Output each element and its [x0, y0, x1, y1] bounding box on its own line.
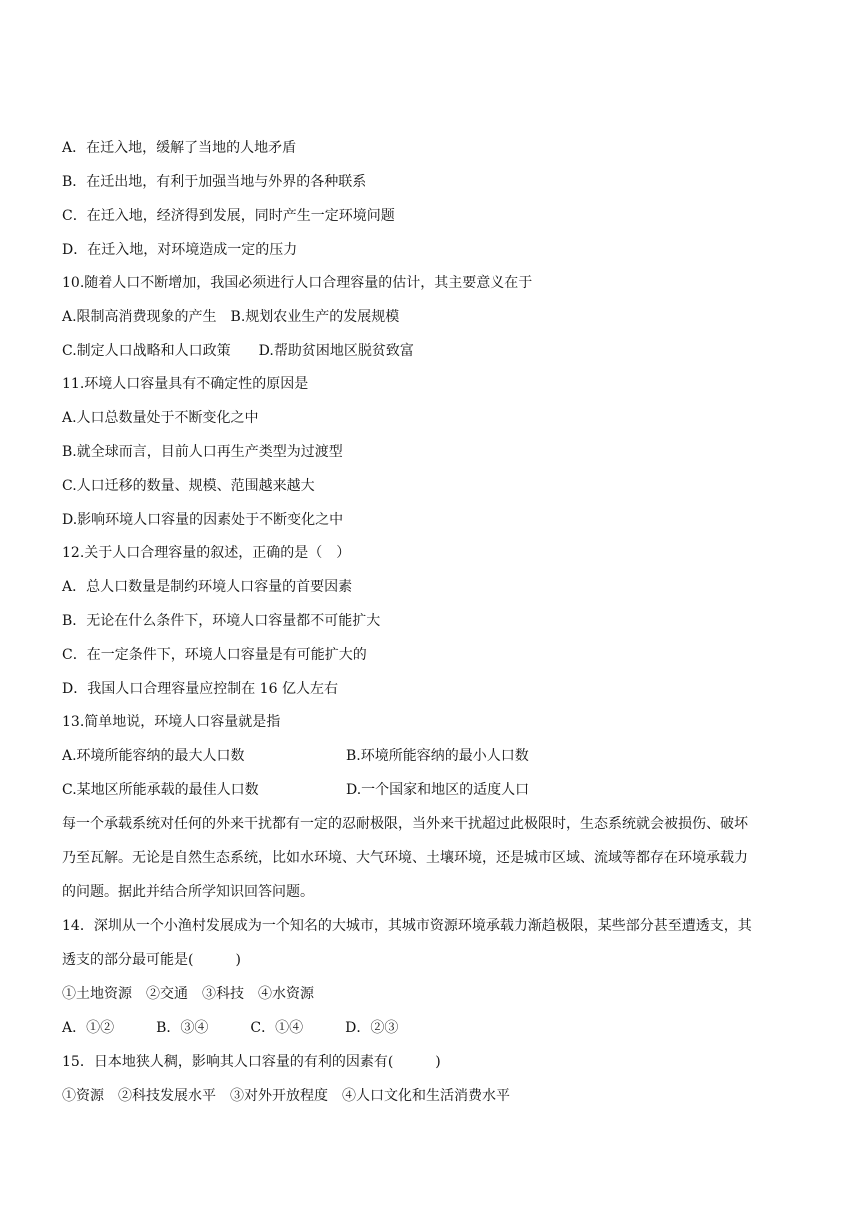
- question-12: 12.关于人口合理容量的叙述，正确的是（ ）: [62, 545, 351, 561]
- passage-line-1: 每一个承载系统对任何的外来干扰都有一定的忍耐极限，当外来干扰超过此极限时，生态系统就会被损伤、破坏: [62, 816, 748, 832]
- question-12-option-d: D．我国人口合理容量应控制在 16 亿人左右: [62, 681, 338, 697]
- question-11-option-b: B.就全球而言，目前人口再生产类型为过渡型: [62, 444, 343, 460]
- question-13-option-c: C.某地区所能承载的最佳人口数: [62, 782, 259, 798]
- question-10-options-ab: A.限制高消费现象的产生 B.规划农业生产的发展规模: [62, 309, 400, 325]
- question-13-option-b: B.环境所能容纳的最小人口数: [346, 748, 529, 764]
- question-11-option-a: A.人口总数量处于不断变化之中: [62, 410, 259, 426]
- passage-line-3: 的问题。据此并结合所学知识回答问题。: [62, 884, 314, 900]
- option-c-line: C．在迁入地，经济得到发展，同时产生一定环境问题: [62, 208, 395, 224]
- question-11-option-c: C.人口迁移的数量、规模、范围越来越大: [62, 478, 315, 494]
- question-13-option-a: A.环境所能容纳的最大人口数: [62, 748, 245, 764]
- question-13-option-d: D.一个国家和地区的适度人口: [346, 782, 530, 798]
- question-14-items: ①土地资源 ②交通 ③科技 ④水资源: [62, 986, 314, 1002]
- question-10: 10.随着人口不断增加，我国必须进行人口合理容量的估计，其主要意义在于: [62, 275, 533, 291]
- question-14-line-2: 透支的部分最可能是( ): [62, 952, 241, 968]
- question-15-items: ①资源 ②科技发展水平 ③对外开放程度 ④人口文化和生活消费水平: [62, 1088, 510, 1104]
- option-a-line: A．在迁入地，缓解了当地的人地矛盾: [62, 140, 297, 156]
- passage-line-2: 乃至瓦解。无论是自然生态系统，比如水环境、大气环境、土壤环境，还是城市区域、流域等都存在环境承载力: [62, 850, 748, 866]
- question-12-option-c: C．在一定条件下，环境人口容量是有可能扩大的: [62, 647, 367, 663]
- option-d-line: D．在迁入地，对环境造成一定的压力: [62, 242, 298, 258]
- question-13: 13.简单地说，环境人口容量就是指: [62, 714, 281, 730]
- question-12-option-b: B．无论在什么条件下，环境人口容量都不可能扩大: [62, 613, 381, 629]
- question-10-options-cd: C.制定人口战略和人口政策 D.帮助贫困地区脱贫致富: [62, 343, 414, 359]
- option-b-line: B．在迁出地，有利于加强当地与外界的各种联系: [62, 174, 367, 190]
- question-11-option-d: D.影响环境人口容量的因素处于不断变化之中: [62, 512, 344, 528]
- question-14-options: A．①② B．③④ C．①④ D．②③: [62, 1020, 399, 1036]
- question-15: 15．日本地狭人稠，影响其人口容量的有利的因素有( ): [62, 1054, 441, 1070]
- question-11: 11.环境人口容量具有不确定性的原因是: [62, 376, 309, 392]
- question-12-option-a: A．总人口数量是制约环境人口容量的首要因素: [62, 579, 353, 595]
- question-14-line-1: 14．深圳从一个小渔村发展成为一个知名的大城市，其城市资源环境承载力渐趋极限，某些部分甚至遭透支，其: [62, 918, 752, 934]
